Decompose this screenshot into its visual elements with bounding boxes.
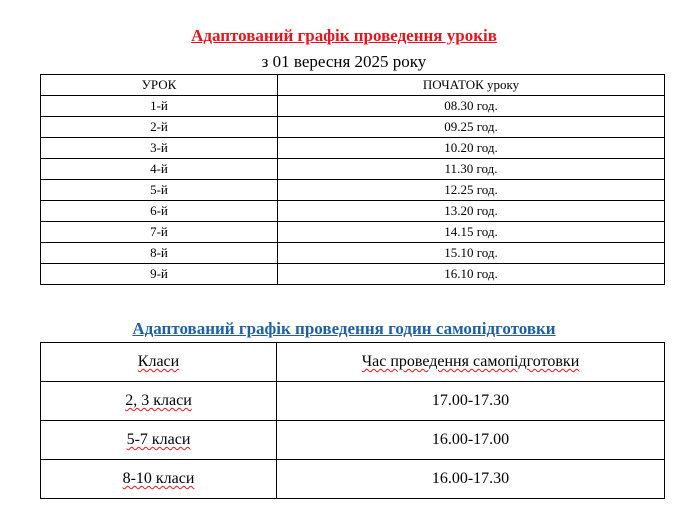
table-header-row: [41, 343, 665, 382]
schedule-subtitle: з 01 вересня 2025 року: [261, 52, 427, 71]
time-value: 16.00-17.30: [277, 460, 665, 499]
lesson-number: 7-й: [41, 222, 278, 243]
table-row: [41, 243, 665, 264]
lesson-number: 4-й: [41, 159, 278, 180]
table-row: [41, 117, 665, 138]
lesson-start: 15.10 год.: [278, 243, 665, 264]
classes-value: 2, 3 класи: [125, 392, 192, 409]
lesson-start: 13.20 год.: [278, 201, 665, 222]
lesson-number: 3-й: [41, 138, 278, 159]
header-classes: Класи: [137, 353, 180, 370]
table-header-row: [41, 75, 665, 96]
lesson-number: 8-й: [41, 243, 278, 264]
lesson-number: 1-й: [41, 96, 278, 117]
classes-cell: [41, 421, 277, 460]
lesson-start: 16.10 год.: [278, 264, 665, 285]
lesson-number: 6-й: [41, 201, 278, 222]
classes-cell: [41, 382, 277, 421]
table-row: [41, 180, 665, 201]
lesson-start: 08.30 год.: [278, 96, 665, 117]
lesson-start: 10.20 год.: [278, 138, 665, 159]
header-lesson: УРОК: [41, 75, 278, 96]
selfstudy-table: [40, 342, 665, 499]
table-row: [41, 264, 665, 285]
lesson-start: 09.25 год.: [278, 117, 665, 138]
header-classes-cell: [41, 343, 277, 382]
selfstudy-title: Адаптований графік проведення годин самопідготовки: [132, 319, 556, 338]
lesson-start: 12.25 год.: [278, 180, 665, 201]
table-row: [41, 138, 665, 159]
time-value: 17.00-17.30: [277, 382, 665, 421]
header-start-time: ПОЧАТОК уроку: [278, 75, 665, 96]
classes-cell: [41, 460, 277, 499]
header-time-cell: [277, 343, 665, 382]
table-row: [41, 382, 665, 421]
table-row: [41, 421, 665, 460]
classes-value: 5-7 класи: [126, 431, 191, 448]
time-value: 16.00-17.00: [277, 421, 665, 460]
lesson-schedule-table: [40, 74, 665, 285]
table-row: [41, 201, 665, 222]
header-time: Час проведення самопідготовки: [361, 353, 580, 370]
classes-value: 8-10 класи: [122, 470, 195, 487]
lesson-number: 9-й: [41, 264, 278, 285]
lesson-number: 2-й: [41, 117, 278, 138]
table-row: [41, 159, 665, 180]
lesson-start: 11.30 год.: [278, 159, 665, 180]
table-row: [41, 222, 665, 243]
table-row: [41, 96, 665, 117]
schedule-title: Адаптований графік проведення уроків: [191, 26, 497, 45]
table-row: [41, 460, 665, 499]
lesson-number: 5-й: [41, 180, 278, 201]
lesson-start: 14.15 год.: [278, 222, 665, 243]
